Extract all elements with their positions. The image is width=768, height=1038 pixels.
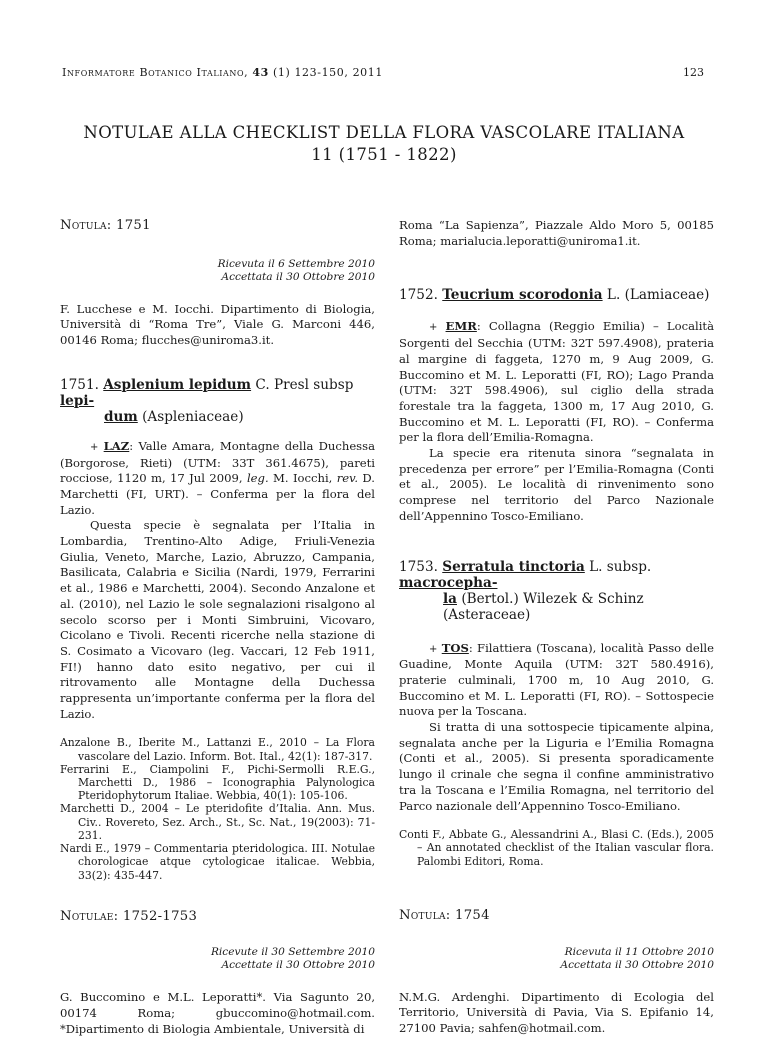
journal-name: Informatore Botanico Italiano, <box>62 66 249 79</box>
subspecies-part2: la <box>443 590 457 607</box>
family-name: (Asteraceae) <box>443 606 531 623</box>
notula-heading-1752-1753: Notulae: 1752-1753 <box>60 908 198 924</box>
journal-volume: 43 <box>252 66 269 79</box>
region-code: TOS <box>441 640 469 655</box>
entry-title-1752 <box>399 287 714 303</box>
paragraph-1752-discussion: La specie era ritenuta sinora “segnalata in precedenza per errore” per l’Emilia-Romagna (Conti et al., 2005). Le località di rinvenimento sono comprese nel territorio del Parco Nazionale dell’Appennino Tosco-Emiliano. <box>399 446 714 523</box>
subspecies-part2: dum <box>104 408 138 425</box>
references-1753 <box>399 828 714 868</box>
paragraph-1751-records <box>60 439 375 519</box>
left-column <box>60 218 375 1038</box>
accepted-date: Accettata il 30 Ottobre 2010 <box>560 958 714 971</box>
subspecies-author: (Bertol.) Wilezek & Schinz <box>461 590 644 607</box>
notula-heading-1751: Notula: 1751 <box>60 218 151 233</box>
record-text: : Collagna (Reggio Emilia) – Località Sorgenti del Secchia (UTM: 32T 597.4908), prateria al margine di faggeta, 1270 m, 9 Aug 2009, G. Buccomino et M. L. Leporatti (FI, RO); Lago Pranda (UTM: 32T 598.4906), sul ciglio della strada forestale tra la faggeta, 1300 m, 17 Aug 2010, G. Buccomino et M. L. Leporatti (FI, RO). – Conferma per la flora dell’Emilia-Romagna. <box>399 319 715 445</box>
record-tail: D. Marchetti (FI, URT). – Conferma per la flora del Lazio. <box>60 471 375 517</box>
leg-abbrev: leg. <box>246 471 269 486</box>
received-date: Ricevuta il 11 Ottobre 2010 <box>564 945 714 958</box>
dates-1751 <box>60 258 375 284</box>
region-code: EMR <box>445 319 477 334</box>
paragraph-1753-records <box>399 641 714 721</box>
rev-abbrev: rev. <box>336 471 359 486</box>
species-author: L. subsp. <box>589 558 652 575</box>
accepted-date: Accettata il 30 Ottobre 2010 <box>221 270 375 283</box>
running-header <box>62 66 383 79</box>
notula-heading-1754: Notula: 1754 <box>399 907 490 923</box>
entry-title-1753 <box>399 559 714 623</box>
authors-1751: F. Lucchese e M. Iocchi. Dipartimento di Biologia, Università di “Roma Tre”, Viale G. Marconi 446, 00146 Roma; flucches@uniroma3.it. <box>60 301 375 348</box>
authors-1754: N.M.G. Ardenghi. Dipartimento di Ecologia del Territorio, Università di Pavia, Via S. Epifanio 14, 27100 Pavia; sahfen@hotmail.com. <box>399 989 714 1035</box>
species-author-family: L. (Lamiaceae) <box>606 287 710 304</box>
accepted-date: Accettate il 30 Ottobre 2010 <box>221 959 375 972</box>
paragraph-1751-discussion: Questa specie è segnalata per l’Italia in Lombardia, Trentino-Alto Adige, Friuli-Venezia Giulia, Veneto, Marche, Lazio, Abruzzo, Campania, Basilicata, Calabria e Sicilia (Nardi, 1979, Ferrarini et al., 1986 e Marchetti, 2004). Secondo Anzalone et al. (2010), nel Lazio le sole segnalazioni risalgono al secolo scorso per i Monti Simbruini, Vicovaro, Cicolano e Tivoli. Recenti ricerche nella stazione di S. Cosimato a Vicovaro (leg. Vaccari, 12 Feb 1911, FI!) hanno dato esito negativo, per cui il ritrovamento alle Montagne della Duchessa rappresenta un’importante conferma per la flora del Lazio. <box>60 518 375 721</box>
reference-item: Marchetti D., 2004 – Le pteridofite d’Italia. Ann. Mus. Civ.. Rovereto, Sez. Arch., St., Sc. Nat., 19(2003): 71-231. <box>60 802 375 842</box>
region-code: LAZ <box>103 438 130 453</box>
entry-number: 1751. <box>60 376 99 393</box>
received-date: Ricevute il 30 Settembre 2010 <box>210 946 375 959</box>
paragraph-1753-discussion: Si tratta di una sottospecie tipicamente alpina, segnalata anche per la Liguria e l’Emilia Romagna (Conti et al., 2005). Si presenta sporadicamente lungo il crinale che segna il confine amministrativo tra la Toscana e l’Emilia Romagna, nel territorio del Parco nazionale dell’Appennino Tosco-Emiliano. <box>399 720 714 813</box>
page-number: 123 <box>683 66 704 79</box>
region-mark: + <box>90 441 99 453</box>
paragraph-1752-records <box>399 319 714 446</box>
reference-item: Anzalone B., Iberite M., Lattanzi E., 2010 – La Flora vascolare del Lazio. Inform. Bot. Ital., 42(1): 187-317. <box>60 736 375 763</box>
family-name: (Aspleniaceae) <box>142 408 244 425</box>
dates-1752-1753 <box>60 946 375 972</box>
entry-title-1751 <box>60 377 375 425</box>
received-date: Ricevuta il 6 Settembre 2010 <box>217 257 375 270</box>
collector-name: M. Iocchi, <box>268 471 333 486</box>
region-mark: + <box>429 643 438 655</box>
article-title-line2: 11 (1751 - 1822) <box>311 145 457 164</box>
record-text: : Filattiera (Toscana), località Passo delle Guadine, Monte Aquila (UTM: 32T 580.4916), praterie culminali, 1700 m, 10 Aug 2010, G. Buccomino et M. L. Leporatti (FI, RO). – Sottospecie nuova per la Toscana. <box>399 640 715 719</box>
dates-1754 <box>399 946 714 972</box>
subspecies-part1: macrocepha- <box>399 574 498 591</box>
reference-item: Nardi E., 1979 – Commentaria pteridologica. III. Notulae chorologicae atque cytologicae italicae. Webbia, 33(2): 435-447. <box>60 842 375 882</box>
reference-item: Ferrarini E., Ciampolini F., Pichi-Sermolli R.E.G., Marchetti D., 1986 – Iconographia Palynologica Pteridophytorum Italiae. Webbia, 40(1): 105-106. <box>60 762 375 803</box>
right-column <box>399 218 714 1037</box>
authors-1752-1753: G. Buccomino e M.L. Leporatti*. Via Sagunto 20, 00174 Roma; gbuccomino@hotmail.com. *Dipartimento di Biologia Ambientale, Università di <box>60 990 375 1036</box>
journal-issue-pages: (1) 123-150, 2011 <box>272 66 383 79</box>
authors-continued: Roma “La Sapienza”, Piazzale Aldo Moro 5, 00185 Roma; marialucia.leporatti@uniroma1.it. <box>399 218 714 248</box>
subspecies-part1: lepi- <box>60 392 95 409</box>
record-text: : Valle Amara, Montagne della Duchessa (Borgorose, Rieti) (UTM: 33T 361.4675), pareti rocciose, 1120 m, 17 Jul 2009, <box>60 438 375 486</box>
region-mark: + <box>429 322 438 334</box>
species-name: Asplenium lepidum <box>103 376 252 393</box>
article-title <box>0 122 768 166</box>
species-author: C. Presl subsp <box>255 376 354 393</box>
reference-item: Conti F., Abbate G., Alessandrini A., Blasi C. (Eds.), 2005 – An annotated checklist of the Italian vascular flora. Palombi Editori, Roma. <box>399 828 714 868</box>
entry-number: 1752. <box>399 287 438 304</box>
article-title-line1: NOTULAE ALLA CHECKLIST DELLA FLORA VASCOLARE ITALIANA <box>83 123 685 142</box>
species-name: Serratula tinctoria <box>442 558 585 575</box>
entry-number: 1753. <box>399 558 438 575</box>
species-name: Teucrium scorodonia <box>442 287 603 304</box>
references-1751 <box>60 736 375 881</box>
